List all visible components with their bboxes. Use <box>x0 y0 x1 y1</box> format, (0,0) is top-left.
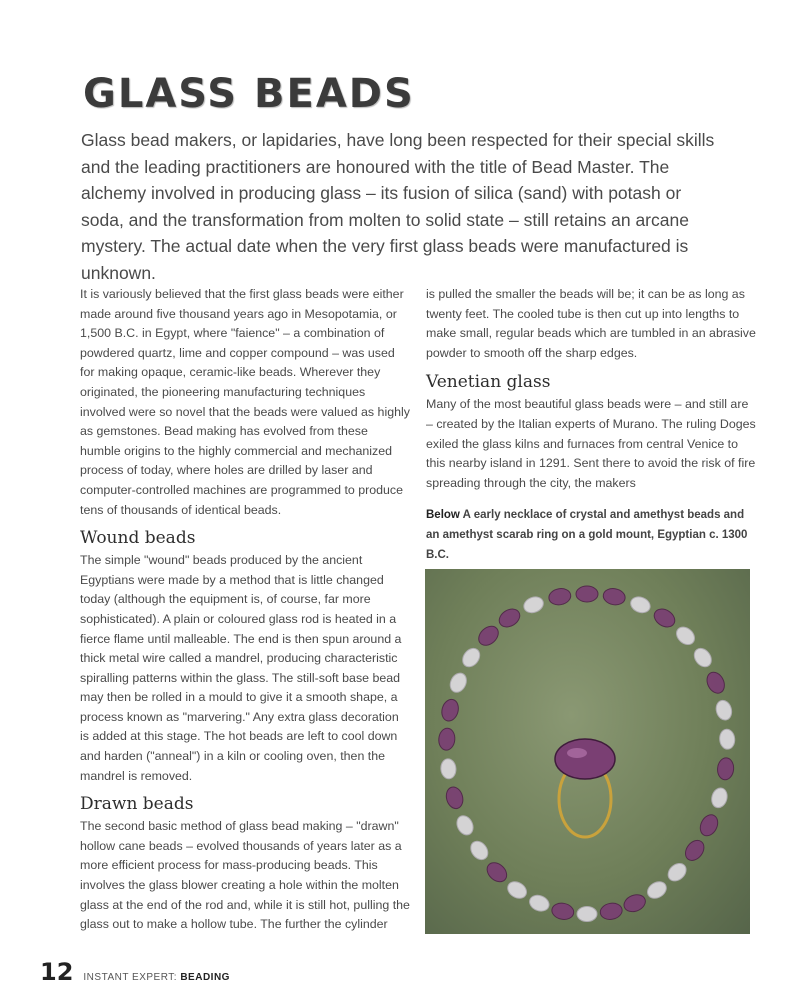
crystal-bead <box>673 624 698 649</box>
crystal-bead <box>665 860 690 885</box>
amethyst-bead <box>576 586 598 602</box>
amethyst-bead <box>496 605 523 630</box>
venetian-glass-paragraph: Many of the most beautiful glass beads were – and still are – created by the Italian experts of Murano. The ruling Doges exiled the glass kilns and furnaces from central Venice to this nearby island in 1291. Sent there to avoid the risk of fire spreading through the city, the makers <box>426 397 756 490</box>
crystal-bead <box>467 838 491 863</box>
amethyst-bead <box>551 901 576 921</box>
crystal-bead <box>691 645 715 670</box>
amethyst-bead <box>602 587 627 607</box>
opening-paragraph: It is variously believed that the first glass beads were either made around five thousand years ago in Mesopotamia, or 1,500 B.C. in Egypt, where "faience" – a combination of powdered quartz, lime and copper compound – was used for making opaque, ceramic-like beads. Wherever they originated, the pioneering manufacturing techniques involved were so novel that the beads were valued as highly as gemstones. Bead making has evolved from these humble origins to the highly commercial and mechanized process of today, where holes are drilled by laser and computer-controlled machines are programmed to produce tens of thousands of identical beads. <box>80 287 410 517</box>
amethyst-bead <box>439 697 460 723</box>
intro-paragraph: Glass bead makers, or lapidaries, have long been respected for their special skills and the leading practitioners are honoured with the title of Bead Master. The alchemy involved in producing glass – its fusion of silica (sand) with potash or soda, and the transformation from molten to solid state – still retains an arcane mystery. The actual date when the very first glass beads were manufactured is unknown. <box>81 130 715 283</box>
amethyst-bead <box>475 622 502 649</box>
amethyst-bead <box>704 669 728 696</box>
crystal-bead <box>522 594 546 615</box>
crystal-bead <box>454 813 476 838</box>
amethyst-scarab <box>555 739 615 779</box>
amethyst-bead <box>697 812 721 839</box>
page-number: 12 <box>40 958 74 986</box>
crystal-bead <box>628 594 652 615</box>
amethyst-bead <box>717 757 735 780</box>
page-title: GLASS BEADS <box>83 71 415 117</box>
running-head-section: BEADING <box>180 972 230 983</box>
page-footer <box>40 958 230 992</box>
crystal-bead <box>577 907 597 922</box>
crystal-bead <box>505 878 530 901</box>
amethyst-bead <box>444 785 465 811</box>
left-column <box>80 285 410 935</box>
amethyst-bead <box>599 901 624 921</box>
crystal-bead <box>447 670 469 695</box>
caption-lead: Below <box>426 509 460 522</box>
amethyst-bead <box>622 892 648 915</box>
crystal-bead <box>709 786 729 809</box>
caption-text: A early necklace of crystal and amethyst beads and an amethyst scarab ring on a gold mount, Egyptian c. 1300 B.C. <box>426 509 748 562</box>
crystal-bead <box>440 758 457 779</box>
photo-caption <box>426 505 756 565</box>
necklace-photo <box>425 569 750 934</box>
amethyst-bead <box>651 605 678 630</box>
amethyst-bead <box>483 859 510 886</box>
crystal-bead <box>527 893 551 914</box>
scarab-highlight <box>567 748 587 758</box>
crystal-bead <box>644 878 669 901</box>
crystal-bead <box>719 729 736 750</box>
amethyst-bead <box>438 728 456 751</box>
amethyst-bead <box>682 837 708 864</box>
drawn-beads-continued-paragraph: is pulled the smaller the beads will be; it can be as long as twenty feet. The cooled tube is then cut up into lengths to make small, regular beads which are tumbled in an abrasive powder to smooth off the sharp edges. <box>426 287 756 360</box>
venetian-glass-heading: Venetian glass <box>426 372 551 393</box>
wound-beads-paragraph: The simple "wound" beads produced by the ancient Egyptians were made by a method that is little changed today (although the equipment is, of course, far more sophisticated). A plain or coloured glass rod is heated in a fierce flame until malleable. The end is then spun around a thick metal wire called a mandrel, producing characteristic spiralling patterns within the glass. The still-soft base bead may then be rolled in a mould to give it a smooth shape, a process known as "marvering." Any extra glass decoration is added at this stage. The hot beads are left to cool down and harden ("anneal") in a kiln or cooling oven, then the mandrel is removed. <box>80 553 402 783</box>
right-column <box>426 285 756 565</box>
necklace-illustration <box>425 569 750 934</box>
running-head-prefix: INSTANT EXPERT: <box>83 972 178 983</box>
amethyst-bead <box>548 587 573 607</box>
crystal-bead <box>714 699 734 722</box>
drawn-beads-paragraph: The second basic method of glass bead making – "drawn" hollow cane beads – evolved thousands of years later as a more efficient process for mass-producing beads. This involves the glass blower creating a hole within the molten glass at the end of the rod and, while it is still hot, pulling the glass out to make a hollow tube. The further the cylinder <box>80 819 410 932</box>
running-head <box>83 972 230 983</box>
crystal-bead <box>459 645 483 670</box>
drawn-beads-heading: Drawn beads <box>80 794 194 815</box>
wound-beads-heading: Wound beads <box>80 528 196 549</box>
